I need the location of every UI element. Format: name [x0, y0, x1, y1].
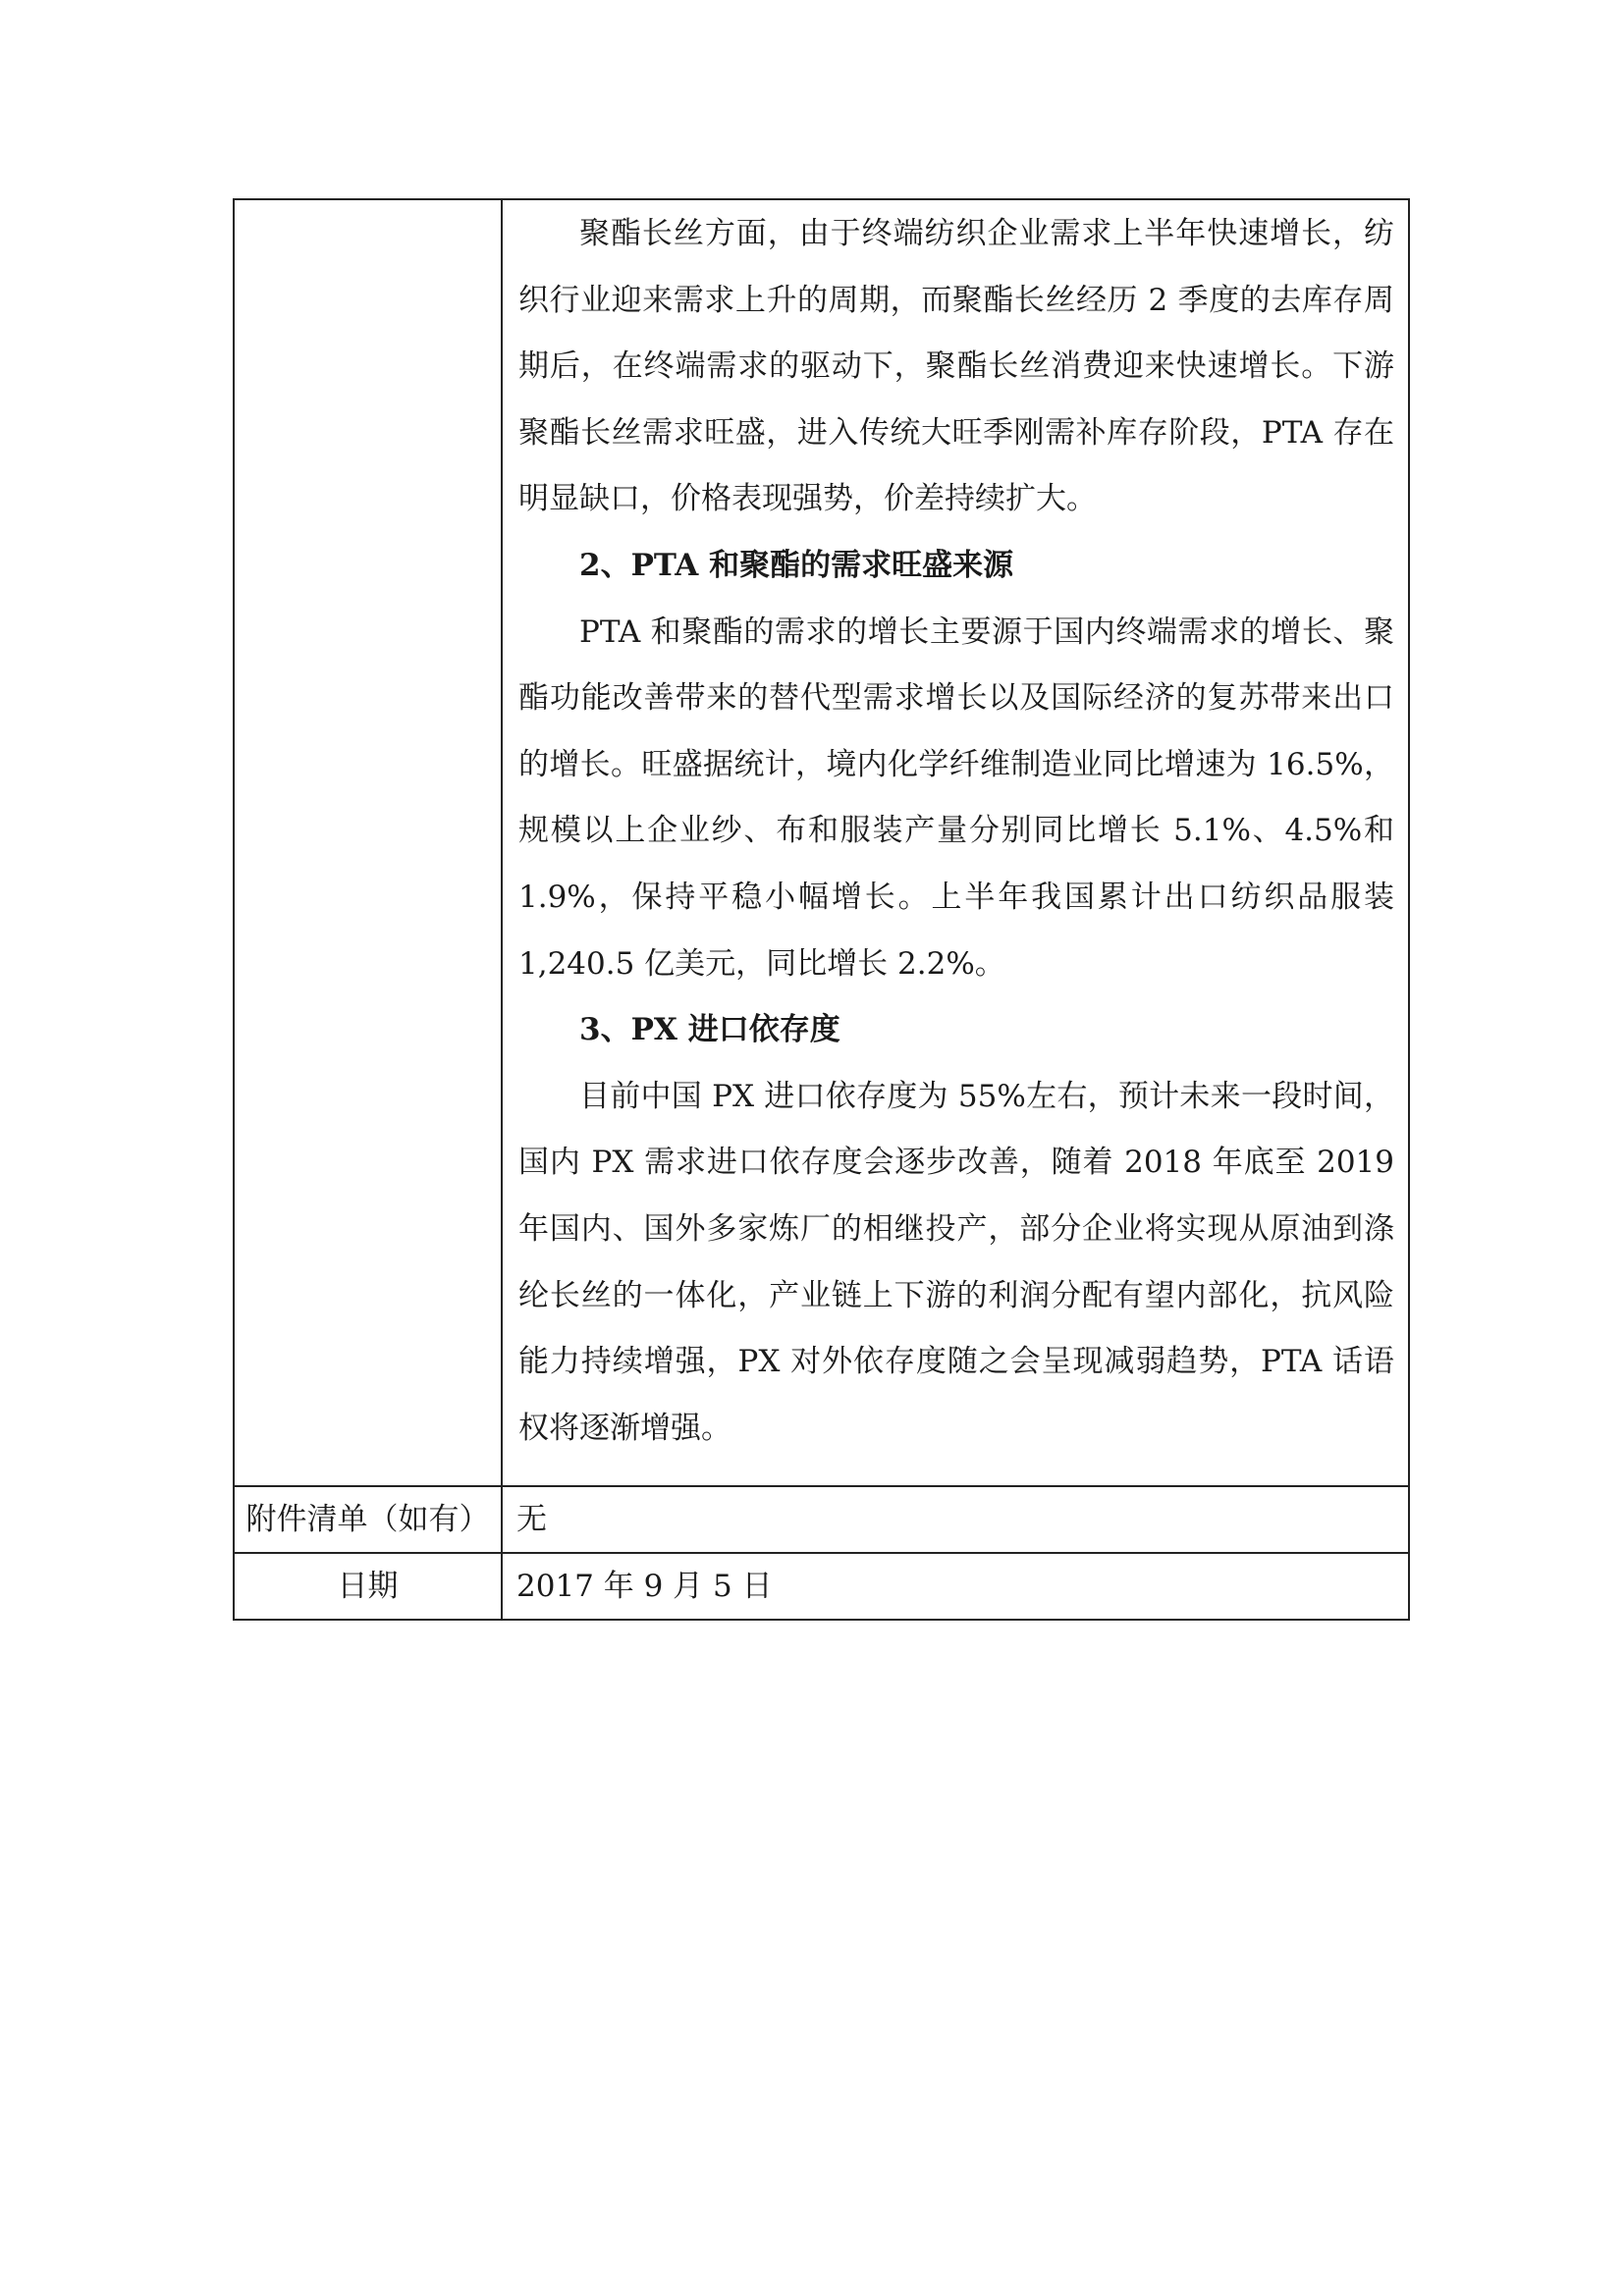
- attachments-value: 无: [502, 1486, 1409, 1553]
- paragraph-demand-sources: PTA 和聚酯的需求的增长主要源于国内终端需求的增长、聚酯功能改善带来的替代型需求增长以及国际经济的复苏带来出口的增长。旺盛据统计，境内化学纤维制造业同比增速为 16.5%，规模以上企业纱、布和服装产量分别同比增长 5.1%、4.5%和 1.9%，保持平稳小幅增长。上半年我国累计出口纺织品服装 1,240.5 亿美元，同比增长 2.2%。: [518, 614, 1394, 982]
- date-row: [234, 1553, 1409, 1620]
- record-table: [233, 198, 1410, 1621]
- attachments-label: 附件清单（如有）: [234, 1486, 502, 1553]
- content-label-cell: [234, 199, 502, 1486]
- paragraph-polyester-filament: 聚酯长丝方面，由于终端纺织企业需求上半年快速增长，纺织行业迎来需求上升的周期，而聚酯长丝经历 2 季度的去库存周期后，在终端需求的驱动下，聚酯长丝消费迎来快速增长。下游聚酯长丝需求旺盛，进入传统大旺季刚需补库存阶段，PTA 存在明显缺口，价格表现强势，价差持续扩大。: [518, 216, 1394, 517]
- content-row: [234, 199, 1409, 1486]
- attachments-row: [234, 1486, 1409, 1553]
- content-cell: [502, 199, 1409, 1486]
- date-value: 2017 年 9 月 5 日: [502, 1553, 1409, 1620]
- content-body: [503, 200, 1408, 1462]
- date-label: 日期: [234, 1553, 502, 1620]
- paragraph-px-import-dependence: 目前中国 PX 进口依存度为 55%左右，预计未来一段时间，国内 PX 需求进口依存度会逐步改善，随着 2018 年底至 2019 年国内、国外多家炼厂的相继投产，部分企业将实现从原油到涤纶长丝的一体化，产业链上下游的利润分配有望内部化，抗风险能力持续增强，PX 对外依存度随之会呈现减弱趋势，PTA 话语权将逐渐增强。: [518, 1078, 1394, 1446]
- heading-demand-sources: 2、PTA 和聚酯的需求旺盛来源: [579, 547, 1014, 583]
- heading-px-import-dependence: 3、PX 进口依存度: [579, 1012, 840, 1048]
